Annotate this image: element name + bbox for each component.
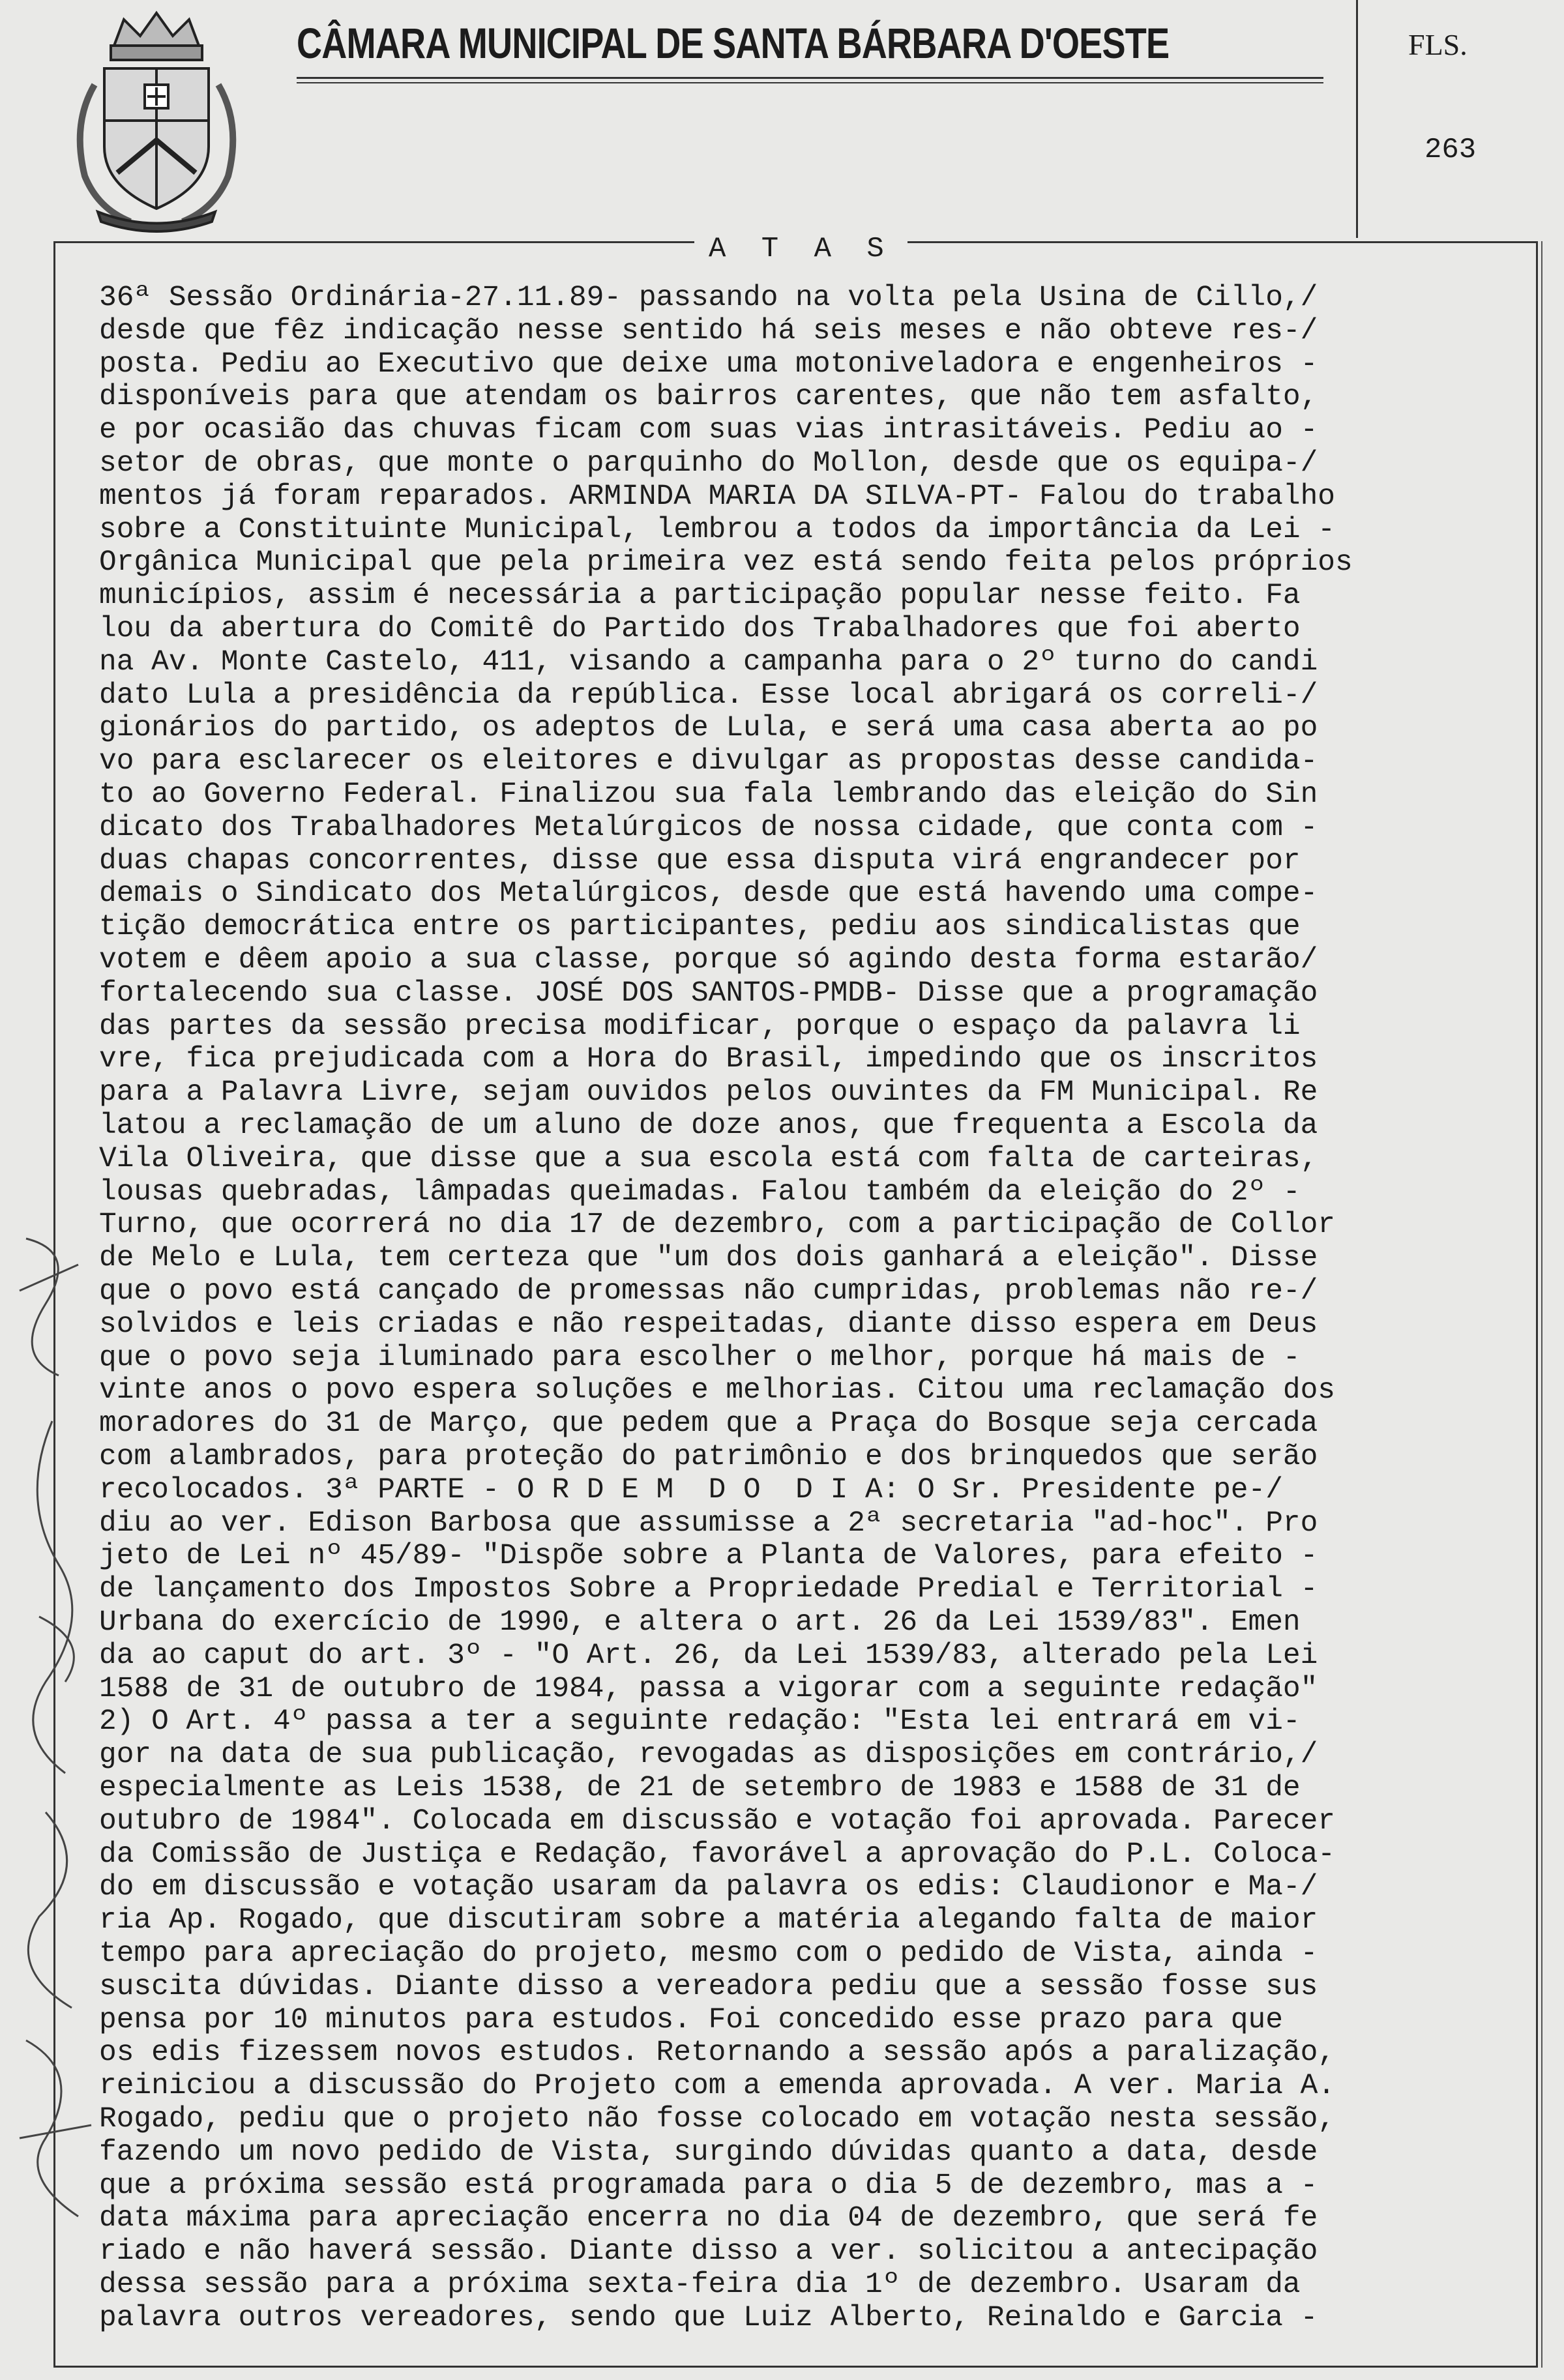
minutes-line: riado e não haverá sessão. Diante disso a ver. solicitou a antecipação bbox=[99, 2235, 1318, 2269]
minutes-line: que a próxima sessão está programada para o dia 5 de dezembro, mas a - bbox=[99, 2169, 1318, 2202]
page-number: 263 bbox=[1424, 134, 1477, 166]
minutes-line: vo para esclarecer os eleitores e divulgar as propostas desse candida- bbox=[99, 745, 1318, 778]
minutes-line: palavra outros vereadores, sendo que Luiz Alberto, Reinaldo e Garcia - bbox=[99, 2301, 1318, 2334]
minutes-line: especialmente as Leis 1538, de 21 de setembro de 1983 e 1588 de 31 de bbox=[99, 1772, 1301, 1804]
header-rule-double bbox=[297, 82, 1323, 83]
minutes-line: dicato dos Trabalhadores Metalúrgicos de nossa cidade, que conta com - bbox=[99, 811, 1318, 844]
minutes-line: desde que fêz indicação nesse sentido há seis meses e não obteve res-/ bbox=[99, 314, 1318, 347]
minutes-line: gionários do partido, os adeptos de Lula, e será uma casa aberta ao po bbox=[99, 712, 1318, 745]
minutes-line: vre, fica prejudicada com a Hora do Brasil, impedindo que os inscritos bbox=[99, 1043, 1318, 1076]
organization-name: CÂMARA MUNICIPAL DE SANTA BÁRBARA D'OESTE bbox=[297, 19, 1170, 67]
minutes-line: da Comissão de Justiça e Redação, favorável a aprovação do P.L. Coloca- bbox=[99, 1838, 1336, 1871]
minutes-line: latou a reclamação de um aluno de doze anos, que frequenta a Escola da bbox=[99, 1109, 1318, 1142]
minutes-line: com alambrados, para proteção do patrimônio e dos brinquedos que serão bbox=[99, 1441, 1318, 1473]
minutes-line: moradores do 31 de Março, que pedem que a Praça do Bosque seja cercada bbox=[99, 1407, 1318, 1441]
minutes-line: posta. Pediu ao Executivo que deixe uma motoniveladora e engenheiros - bbox=[99, 347, 1318, 381]
minutes-line: Orgânica Municipal que pela primeira vez está sendo feita pelos próprios bbox=[99, 546, 1353, 580]
minutes-line: e por ocasião das chuvas ficam com suas vias intrasitáveis. Pediu ao - bbox=[99, 414, 1318, 447]
minutes-line: de lançamento dos Impostos Sobre a Propriedade Predial e Territorial - bbox=[99, 1573, 1318, 1606]
minutes-line: tição democrática entre os participantes, pediu aos sindicalistas que bbox=[99, 911, 1301, 944]
minutes-line: dessa sessão para a próxima sexta-feira dia 1º de dezembro. Usaram da bbox=[99, 2269, 1301, 2301]
minutes-line: Urbana do exercício de 1990, e altera o art. 26 da Lei 1539/83". Emen bbox=[99, 1606, 1301, 1639]
header-divider bbox=[1356, 0, 1358, 238]
minutes-line: to ao Governo Federal. Finalizou sua fala lembrando das eleição do Sin bbox=[99, 778, 1318, 811]
municipal-coat-of-arms bbox=[59, 7, 254, 235]
minutes-line: 36ª Sessão Ordinária-27.11.89- passando na volta pela Usina de Cillo,/ bbox=[99, 282, 1318, 314]
minutes-line: pensa por 10 minutos para estudos. Foi concedido esse prazo para que bbox=[99, 2003, 1283, 2036]
minutes-line: diu ao ver. Edison Barbosa que assumisse a 2ª secretaria "ad-hoc". Pro bbox=[99, 1506, 1318, 1540]
minutes-line: ria Ap. Rogado, que discutiram sobre a matéria alegando falta de maior bbox=[99, 1904, 1318, 1937]
minutes-line: Rogado, pediu que o projeto não fosse colocado em votação nesta sessão, bbox=[99, 2103, 1336, 2136]
frame-edge bbox=[1541, 241, 1542, 2368]
minutes-line: outubro de 1984". Colocada em discussão e votação foi aprovada. Parecer bbox=[99, 1804, 1336, 1838]
minutes-line: que o povo seja iluminado para escolher o melhor, porque há mais de - bbox=[99, 1341, 1301, 1374]
minutes-line: disponíveis para que atendam os bairros carentes, que não tem asfalto, bbox=[99, 381, 1318, 414]
minutes-line: reiniciou a discussão do Projeto com a emenda aprovada. A ver. Maria A. bbox=[99, 2070, 1336, 2103]
minutes-line: vinte anos o povo espera soluções e melhorias. Citou uma reclamação dos bbox=[99, 1374, 1336, 1407]
header-rule bbox=[297, 77, 1323, 79]
minutes-line: jeto de Lei nº 45/89- "Dispõe sobre a Planta de Valores, para efeito - bbox=[99, 1540, 1318, 1573]
minutes-line: na Av. Monte Castelo, 411, visando a campanha para o 2º turno do candi bbox=[99, 645, 1318, 679]
minutes-line: duas chapas concorrentes, disse que essa disputa virá engrandecer por bbox=[99, 844, 1301, 877]
minutes-line: lou da abertura do Comitê do Partido dos Trabalhadores que foi aberto bbox=[99, 613, 1301, 645]
fls-label: FLS. bbox=[1408, 28, 1468, 61]
minutes-line: os edis fizessem novos estudos. Retornando a sessão após a paralização, bbox=[99, 2036, 1336, 2070]
minutes-line: suscita dúvidas. Diante disso a vereadora pediu que a sessão fosse sus bbox=[99, 1970, 1318, 2003]
minutes-line: que o povo está cançado de promessas não cumpridas, problemas não re-/ bbox=[99, 1275, 1318, 1308]
minutes-line: do em discussão e votação usaram da palavra os edis: Claudionor e Ma-/ bbox=[99, 1871, 1318, 1904]
minutes-line: 2) O Art. 4º passa a ter a seguinte redação: "Esta lei entrará em vi- bbox=[99, 1705, 1301, 1739]
minutes-line: Turno, que ocorrerá no dia 17 de dezembro, com a participação de Collor bbox=[99, 1209, 1336, 1242]
minutes-line: sobre a Constituinte Municipal, lembrou a todos da importância da Lei - bbox=[99, 513, 1336, 546]
minutes-line: recolocados. 3ª PARTE - O R D E M D O D I A: O Sr. Presidente pe-/ bbox=[99, 1473, 1283, 1506]
minutes-line: fortalecendo sua classe. JOSÉ DOS SANTOS-PMDB- Disse que a programação bbox=[99, 977, 1318, 1010]
minutes-line: Vila Oliveira, que disse que a sua escola está com falta de carteiras, bbox=[99, 1142, 1318, 1175]
minutes-line: fazendo um novo pedido de Vista, surgindo dúvidas quanto a data, desde bbox=[99, 2136, 1318, 2169]
minutes-line: municípios, assim é necessária a participação popular nesse feito. Fa bbox=[99, 580, 1301, 613]
minutes-line: gor na data de sua publicação, revogadas as disposições em contrário,/ bbox=[99, 1739, 1318, 1772]
minutes-line: de Melo e Lula, tem certeza que "um dos dois ganhará a eleição". Disse bbox=[99, 1242, 1318, 1275]
minutes-line: solvidos e leis criadas e não respeitadas, diante disso espera em Deus bbox=[99, 1308, 1318, 1341]
minutes-line: data máxima para apreciação encerra no dia 04 de dezembro, que será fe bbox=[99, 2202, 1318, 2235]
minutes-line: demais o Sindicato dos Metalúrgicos, desde que está havendo uma compe- bbox=[99, 877, 1318, 911]
minutes-line: lousas quebradas, lâmpadas queimadas. Falou também da eleição do 2º - bbox=[99, 1175, 1301, 1209]
minutes-line: das partes da sessão precisa modificar, porque o espaço da palavra li bbox=[99, 1010, 1301, 1043]
section-title: A T A S bbox=[694, 233, 907, 265]
minutes-line: tempo para apreciação do projeto, mesmo com o pedido de Vista, ainda - bbox=[99, 1937, 1318, 1970]
minutes-line: votem e dêem apoio a sua classe, porque só agindo desta forma estarão/ bbox=[99, 944, 1318, 977]
minutes-line: dato Lula a presidência da república. Esse local abrigará os correli-/ bbox=[99, 679, 1318, 712]
minutes-line: mentos já foram reparados. ARMINDA MARIA DA SILVA-PT- Falou do trabalho bbox=[99, 480, 1336, 513]
minutes-line: setor de obras, que monte o parquinho do Mollon, desde que os equipa-/ bbox=[99, 447, 1318, 480]
minutes-line: 1588 de 31 de outubro de 1984, passa a vigorar com a seguinte redação" bbox=[99, 1672, 1318, 1705]
minutes-line: para a Palavra Livre, sejam ouvidos pelos ouvintes da FM Municipal. Re bbox=[99, 1076, 1318, 1109]
minutes-line: da ao caput do art. 3º - "O Art. 26, da Lei 1539/83, alterado pela Lei bbox=[99, 1639, 1318, 1672]
margin-signature bbox=[0, 1226, 104, 2295]
